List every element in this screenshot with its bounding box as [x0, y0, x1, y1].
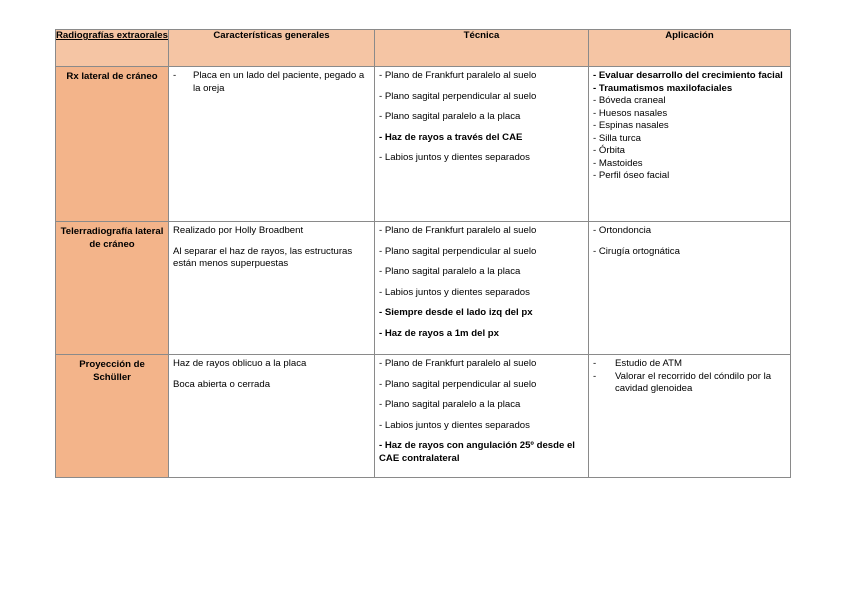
tecnica-cell [375, 222, 589, 355]
table-row [56, 355, 791, 478]
list-item: - Mastoides [593, 157, 643, 169]
list-item: - Plano sagital paralelo a la placa [379, 266, 521, 277]
header-row [56, 30, 791, 67]
paragraph: Al separar el haz de rayos, las estructuras están menos superpuestas [173, 245, 353, 269]
list-item: - Cirugía ortognática [593, 245, 680, 257]
list-item: - Plano de Frankfurt paralelo al suelo [379, 358, 537, 369]
row-label: Proyección de Schüller [56, 355, 169, 478]
radiography-table [55, 29, 791, 478]
aplicacion-cell [589, 67, 791, 222]
aplicacion-cell [589, 355, 791, 478]
paragraph: Haz de rayos oblicuo a la placa [173, 358, 307, 369]
list-item: - Haz de rayos a 1m del px [379, 327, 499, 339]
header-radiografias: Radiografías extraorales [56, 30, 169, 67]
caracteristicas-cell [169, 222, 375, 355]
caracteristicas-cell [169, 355, 375, 478]
list-item: - Plano sagital paralelo a la placa [379, 399, 521, 410]
list-item [173, 70, 370, 95]
row-label: Rx lateral de cráneo [56, 67, 169, 222]
list-item-text: Estudio de ATM [615, 358, 683, 369]
list-item: - Labios juntos y dientes separados [379, 419, 530, 431]
list-item: - Labios juntos y dientes separados [379, 286, 530, 298]
list-item: - Perfil óseo facial [593, 170, 670, 181]
list-item: - Plano sagital perpendicular al suelo [379, 245, 537, 257]
header-aplicacion: Aplicación [589, 30, 791, 67]
list-item: - Plano de Frankfurt paralelo al suelo [379, 70, 537, 81]
tecnica-cell [375, 355, 589, 478]
aplicacion-cell [589, 222, 791, 355]
list-item [593, 358, 786, 371]
table-row [56, 67, 791, 222]
list-item: - Huesos nasales [593, 107, 668, 119]
list-item: - Evaluar desarrollo del crecimiento facial [593, 70, 783, 81]
list-item [593, 371, 786, 396]
list-item: - Labios juntos y dientes separados [379, 152, 530, 163]
list-item-text: Valorar el recorrido del cóndilo por la cavidad glenoidea [615, 370, 772, 394]
row-label: Telerradiografía lateral de cráneo [56, 222, 169, 355]
list-item: - Órbita [593, 145, 625, 156]
list-item: - Haz de rayos con angulación 25º desde el CAE contralateral [379, 440, 575, 464]
bullet-marker: - [593, 358, 597, 369]
table-row [56, 222, 791, 355]
list-item: - Traumatismos maxilofaciales [593, 82, 733, 94]
header-caracteristicas: Características generales [169, 30, 375, 67]
bullet-marker: - [173, 70, 177, 81]
list-item: - Plano de Frankfurt paralelo al suelo [379, 225, 537, 236]
list-item: - Ortondoncia [593, 225, 652, 236]
list-item: - Haz de rayos a través del CAE [379, 131, 523, 143]
paragraph: Realizado por Holly Broadbent [173, 225, 304, 236]
list-item: - Plano sagital paralelo a la placa [379, 111, 521, 122]
header-tecnica: Técnica [375, 30, 589, 67]
list-item: - Espinas nasales [593, 120, 669, 131]
bullet-marker: - [593, 370, 597, 382]
list-item-text: Placa en un lado del paciente, pegado a la oreja [193, 70, 365, 94]
paragraph: Boca abierta o cerrada [173, 378, 271, 390]
tecnica-cell [375, 67, 589, 222]
list-item: - Bóveda craneal [593, 95, 666, 106]
list-item: - Siempre desde el lado izq del px [379, 307, 533, 318]
list-item: - Plano sagital perpendicular al suelo [379, 90, 537, 102]
list-item: - Plano sagital perpendicular al suelo [379, 378, 537, 390]
list-item: - Silla turca [593, 132, 641, 144]
caracteristicas-cell [169, 67, 375, 222]
